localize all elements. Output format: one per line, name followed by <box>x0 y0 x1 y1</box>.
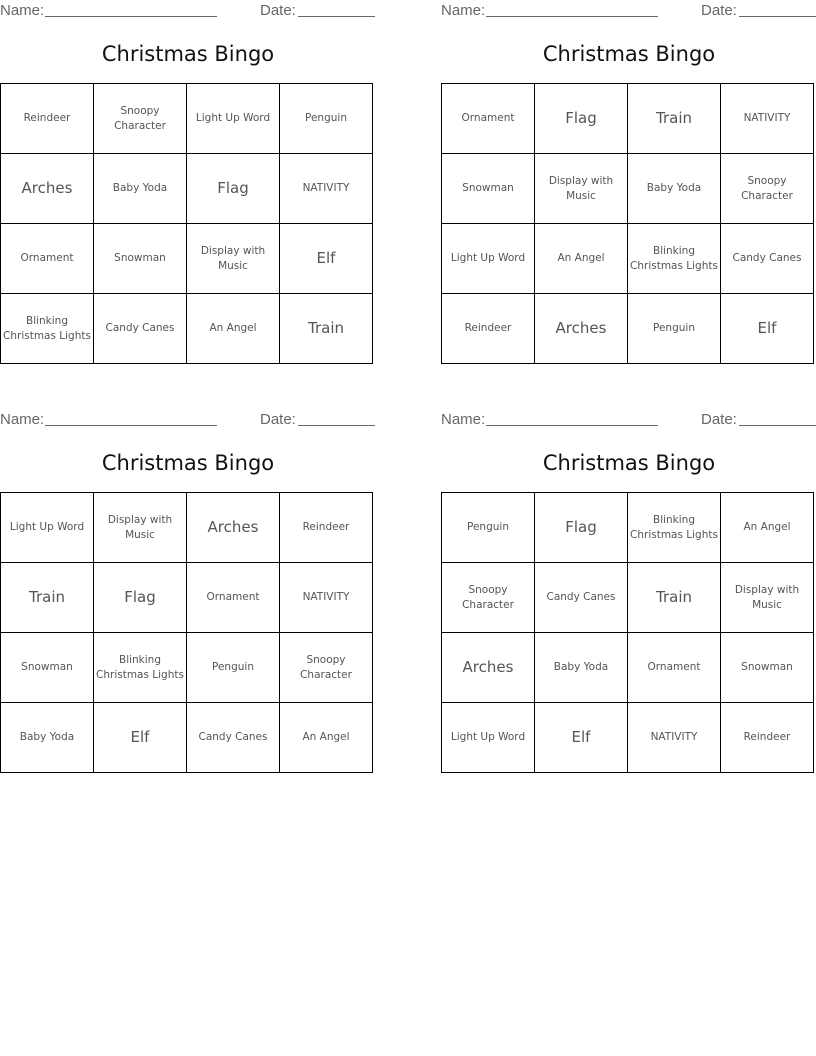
bingo-grid <box>0 492 373 773</box>
date-blank-line <box>298 16 375 17</box>
card-title: Christmas Bingo <box>101 451 275 475</box>
bingo-cell: Baby Yoda <box>535 633 628 703</box>
bingo-cell: Arches <box>1 154 94 224</box>
bingo-cell: Elf <box>535 703 628 773</box>
bingo-cell: Penguin <box>280 84 373 154</box>
bingo-cell: Light Up Word <box>442 224 535 294</box>
name-label: Name: <box>441 2 486 19</box>
bingo-cell: Elf <box>280 224 373 294</box>
bingo-cell: Snoopy Character <box>721 154 814 224</box>
bingo-cell: Baby Yoda <box>628 154 721 224</box>
bingo-cell: Snowman <box>94 224 187 294</box>
name-date-row <box>0 409 376 429</box>
bingo-cell: NATIVITY <box>721 84 814 154</box>
bingo-cell: Penguin <box>628 294 721 364</box>
bingo-cell: Snowman <box>1 633 94 703</box>
bingo-cell: Display with Music <box>94 493 187 563</box>
name-date-row <box>441 409 816 429</box>
grid-row <box>442 224 814 294</box>
date-label: Date: <box>701 2 737 19</box>
bingo-cell: Flag <box>187 154 280 224</box>
name-blank-line <box>45 16 217 17</box>
bingo-grid <box>441 492 814 773</box>
bingo-cell: Ornament <box>187 563 280 633</box>
grid-row <box>442 493 814 563</box>
bingo-cell: Blinking Christmas Lights <box>628 224 721 294</box>
grid-row <box>1 294 373 364</box>
date-blank-line <box>739 16 816 17</box>
grid-row <box>442 154 814 224</box>
bingo-cell: Candy Canes <box>721 224 814 294</box>
bingo-cell: Light Up Word <box>1 493 94 563</box>
grid-row <box>1 703 373 773</box>
bingo-cell: Ornament <box>442 84 535 154</box>
grid-row <box>1 493 373 563</box>
card-title: Christmas Bingo <box>542 451 716 475</box>
bingo-cell: Flag <box>535 493 628 563</box>
bingo-cell: Arches <box>442 633 535 703</box>
date-label: Date: <box>701 411 737 428</box>
grid-row <box>442 294 814 364</box>
bingo-cell: An Angel <box>535 224 628 294</box>
bingo-cell: Penguin <box>187 633 280 703</box>
bingo-cell: Light Up Word <box>442 703 535 773</box>
bingo-cell: Blinking Christmas Lights <box>94 633 187 703</box>
bingo-cell: Elf <box>94 703 187 773</box>
bingo-cell: Baby Yoda <box>1 703 94 773</box>
name-date-row <box>0 0 376 20</box>
bingo-cell: An Angel <box>187 294 280 364</box>
bingo-grid <box>441 83 814 364</box>
bingo-cell: NATIVITY <box>280 154 373 224</box>
grid-row <box>1 84 373 154</box>
bingo-cell: Snoopy Character <box>442 563 535 633</box>
bingo-cell: Ornament <box>1 224 94 294</box>
bingo-cell: Blinking Christmas Lights <box>1 294 94 364</box>
bingo-cell: NATIVITY <box>280 563 373 633</box>
bingo-cell: Train <box>1 563 94 633</box>
bingo-cell: Flag <box>535 84 628 154</box>
bingo-cell: Elf <box>721 294 814 364</box>
bingo-cell: Candy Canes <box>535 563 628 633</box>
card-title: Christmas Bingo <box>542 42 716 66</box>
bingo-cell: Display with Music <box>721 563 814 633</box>
bingo-cell: Snoopy Character <box>94 84 187 154</box>
date-blank-line <box>298 425 375 426</box>
bingo-cell: Reindeer <box>442 294 535 364</box>
date-label: Date: <box>260 411 296 428</box>
bingo-grid <box>0 83 373 364</box>
bingo-cell: Train <box>628 84 721 154</box>
bingo-cell: Light Up Word <box>187 84 280 154</box>
bingo-cell: An Angel <box>721 493 814 563</box>
name-blank-line <box>486 16 658 17</box>
bingo-cell: Blinking Christmas Lights <box>628 493 721 563</box>
bingo-cell: Candy Canes <box>94 294 187 364</box>
bingo-cell: Train <box>280 294 373 364</box>
bingo-cell: Display with Music <box>187 224 280 294</box>
name-label: Name: <box>0 411 45 428</box>
grid-row <box>442 84 814 154</box>
grid-row <box>1 154 373 224</box>
bingo-cell: Reindeer <box>1 84 94 154</box>
bingo-cell: Snowman <box>442 154 535 224</box>
bingo-cell: Baby Yoda <box>94 154 187 224</box>
bingo-cell: Arches <box>187 493 280 563</box>
bingo-cell: Penguin <box>442 493 535 563</box>
grid-row <box>442 703 814 773</box>
bingo-cell: NATIVITY <box>628 703 721 773</box>
bingo-cell: Train <box>628 563 721 633</box>
grid-row <box>442 633 814 703</box>
name-blank-line <box>486 425 658 426</box>
name-date-row <box>441 0 816 20</box>
bingo-cell: An Angel <box>280 703 373 773</box>
name-label: Name: <box>441 411 486 428</box>
date-label: Date: <box>260 2 296 19</box>
bingo-cell: Reindeer <box>721 703 814 773</box>
name-label: Name: <box>0 2 45 19</box>
bingo-cell: Flag <box>94 563 187 633</box>
bingo-cell: Ornament <box>628 633 721 703</box>
grid-row <box>1 563 373 633</box>
card-title: Christmas Bingo <box>101 42 275 66</box>
bingo-cell: Display with Music <box>535 154 628 224</box>
bingo-cell: Reindeer <box>280 493 373 563</box>
grid-row <box>1 224 373 294</box>
bingo-cell: Snowman <box>721 633 814 703</box>
grid-row <box>1 633 373 703</box>
date-blank-line <box>739 425 816 426</box>
grid-row <box>442 563 814 633</box>
name-blank-line <box>45 425 217 426</box>
bingo-cell: Arches <box>535 294 628 364</box>
bingo-cell: Candy Canes <box>187 703 280 773</box>
bingo-cell: Snoopy Character <box>280 633 373 703</box>
